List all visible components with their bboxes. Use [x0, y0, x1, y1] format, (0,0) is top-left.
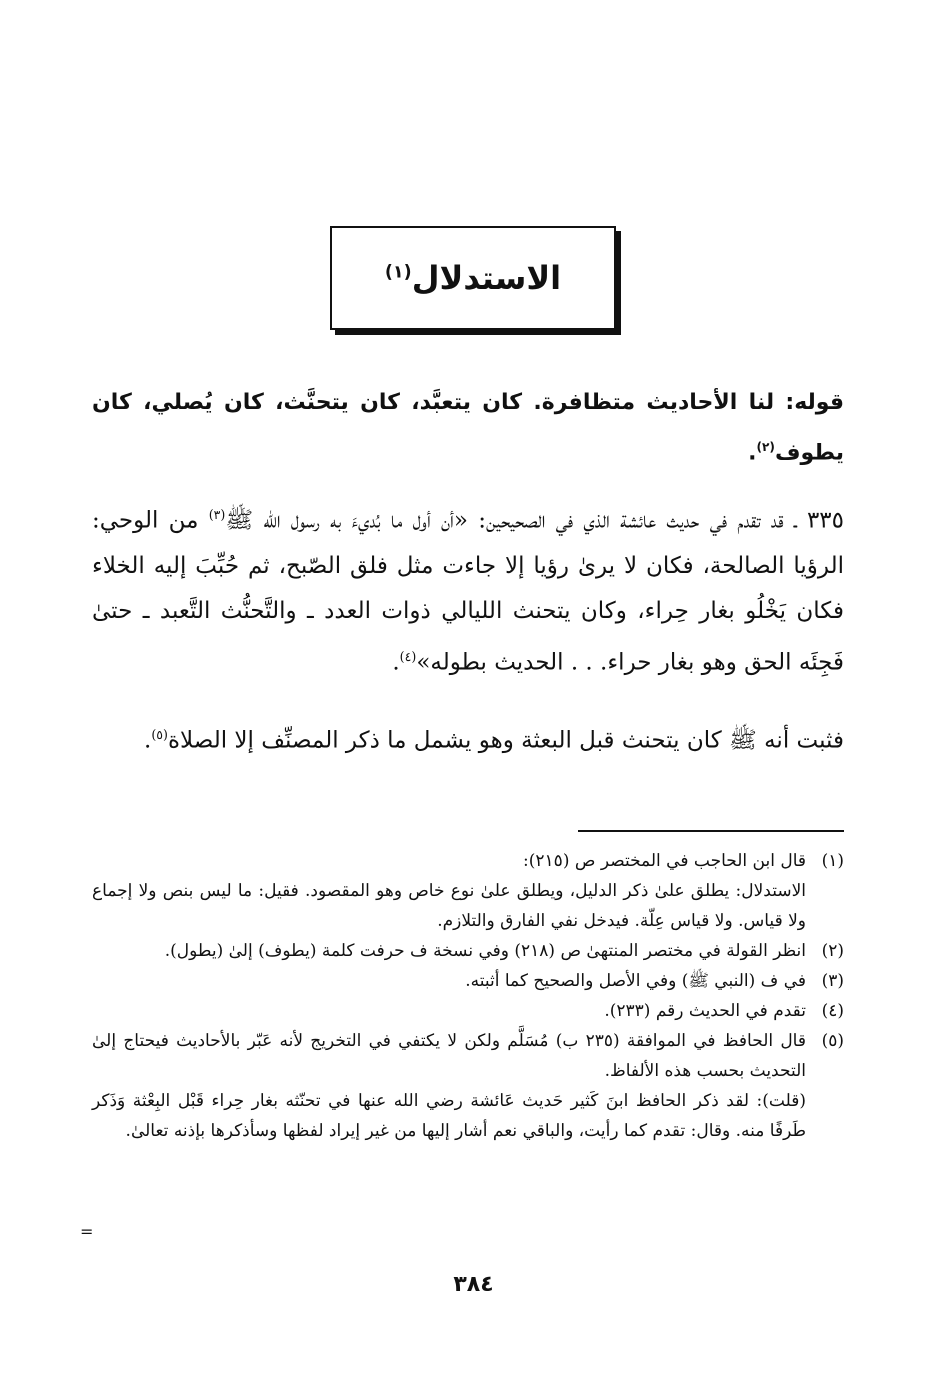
chapter-title-text: الاستدلال [411, 259, 562, 297]
footnote-2 [92, 936, 844, 966]
continuation-mark: = [80, 1222, 94, 1241]
chapter-title-box [330, 226, 616, 330]
footnote-line: قال ابن الحاجب في المختصر ص (٢١٥): [523, 851, 806, 871]
footnote-line: الاستدلال: يطلق علىٰ ذكر الدليل، ويطلق علىٰ نوع خاص وهو المقصود. فقيل: ما ليس بنص ولا إجماع ولا قياس. ولا قياس عِلّة. فيدخل نفي الفارق والتلازم. [92, 881, 806, 931]
footnote-ref-5: (٥) [151, 727, 168, 742]
footnote-line: انظر القولة في مختصر المنتهىٰ ص (٢١٨) وفي نسخة ف حرفت كلمة (يطوف) إلىٰ (يطول). [164, 941, 806, 961]
footnote-1 [92, 846, 844, 936]
paragraph-335 [92, 492, 844, 685]
footnote-number: (١) [821, 851, 844, 871]
footnote-line: في ف (النبي ﷺ) وفي الأصل والصحيح كما أثبته. [465, 971, 806, 991]
footnote-number: (٣) [821, 971, 844, 991]
footnote-ref-4: (٤) [399, 648, 417, 664]
footnote-body [92, 996, 806, 1026]
paragraph-conclusion-end: . [144, 727, 152, 754]
footnote-line: تقدم في الحديث رقم (٢٣٣). [604, 1001, 806, 1021]
footnote-line: قال الحافظ في الموافقة (٢٣٥ ب) مُسَلَّم ولكن لا يكتفي في التخريج لأنه عَبّر بالأحاديث فيحتاج إلىٰ التحديث بحسب هذه الألفاظ. [92, 1031, 806, 1081]
footnote-body [92, 846, 806, 936]
paragraph-335-part-1: ٣٣٥ ـ قد تقدم في حديث عائشة الذي في الصحيحين: «أن أول ما بُديءَ به رسول الله ﷺ [225, 507, 844, 534]
footnote-divider [578, 830, 844, 832]
footnote-ref-3: (٣) [208, 507, 226, 522]
quoted-text [92, 380, 844, 475]
paragraph-conclusion [92, 712, 844, 764]
footnote-4 [92, 996, 844, 1026]
paragraph-335-part-2: من الوحي: الرؤيا الصالحة، فكان لا يرىٰ رؤيا إلا جاءت مثل فلق الصّبح، ثم حُبِّبَ إليه الخلاء فكان يَخْلُو بغار حِراء، وكان يتحنث الليالي ذوات العدد ـ والتَّحنُّث التَّعبد ـ حتىٰ فَجِئَه الحق وهو بغار حراء. . . الحديث بطوله» [92, 507, 844, 676]
chapter-title [385, 259, 561, 297]
footnote-number: (٥) [821, 1031, 844, 1051]
footnote-body [92, 1026, 806, 1146]
footnote-3 [92, 966, 844, 996]
footnote-ref-1: (١) [384, 262, 412, 283]
footnote-body [92, 966, 806, 996]
footnote-5 [92, 1026, 844, 1146]
paragraph-conclusion-text: فثبت أنه ﷺ كان يتحنث قبل البعثة وهو يشمل ما ذكر المصنِّف إلا الصلاة [167, 727, 844, 754]
footnote-line: (قلت): لقد ذكر الحافظ ابنَ كَثير حَديث عَائشة رضي الله عنها في تحنّثه بغار حِراء قَبْل البِعْثة وَذَكر طَرفًا منه. وقال: تقدم كما رأيت، والباقي نعم أشار إليها من غير إيراد لفظها وسأذكرها بإذنه تعالىٰ. [92, 1091, 806, 1141]
quoted-text-body: قوله: لنا الأحاديث متظافرة. كان يتعبَّد، كان يتحنَّث، كان يُصلي، كان يطوف [92, 390, 844, 466]
footnote-ref-2: (٢) [756, 440, 775, 454]
footnote-body [92, 936, 806, 966]
footnote-number: (٤) [821, 1001, 844, 1021]
footnotes [92, 846, 844, 1146]
quoted-text-end: . [748, 440, 757, 466]
paragraph-335-end: . [392, 649, 400, 676]
footnote-number: (٢) [821, 941, 844, 961]
page-number: ٣٨٤ [453, 1272, 494, 1297]
